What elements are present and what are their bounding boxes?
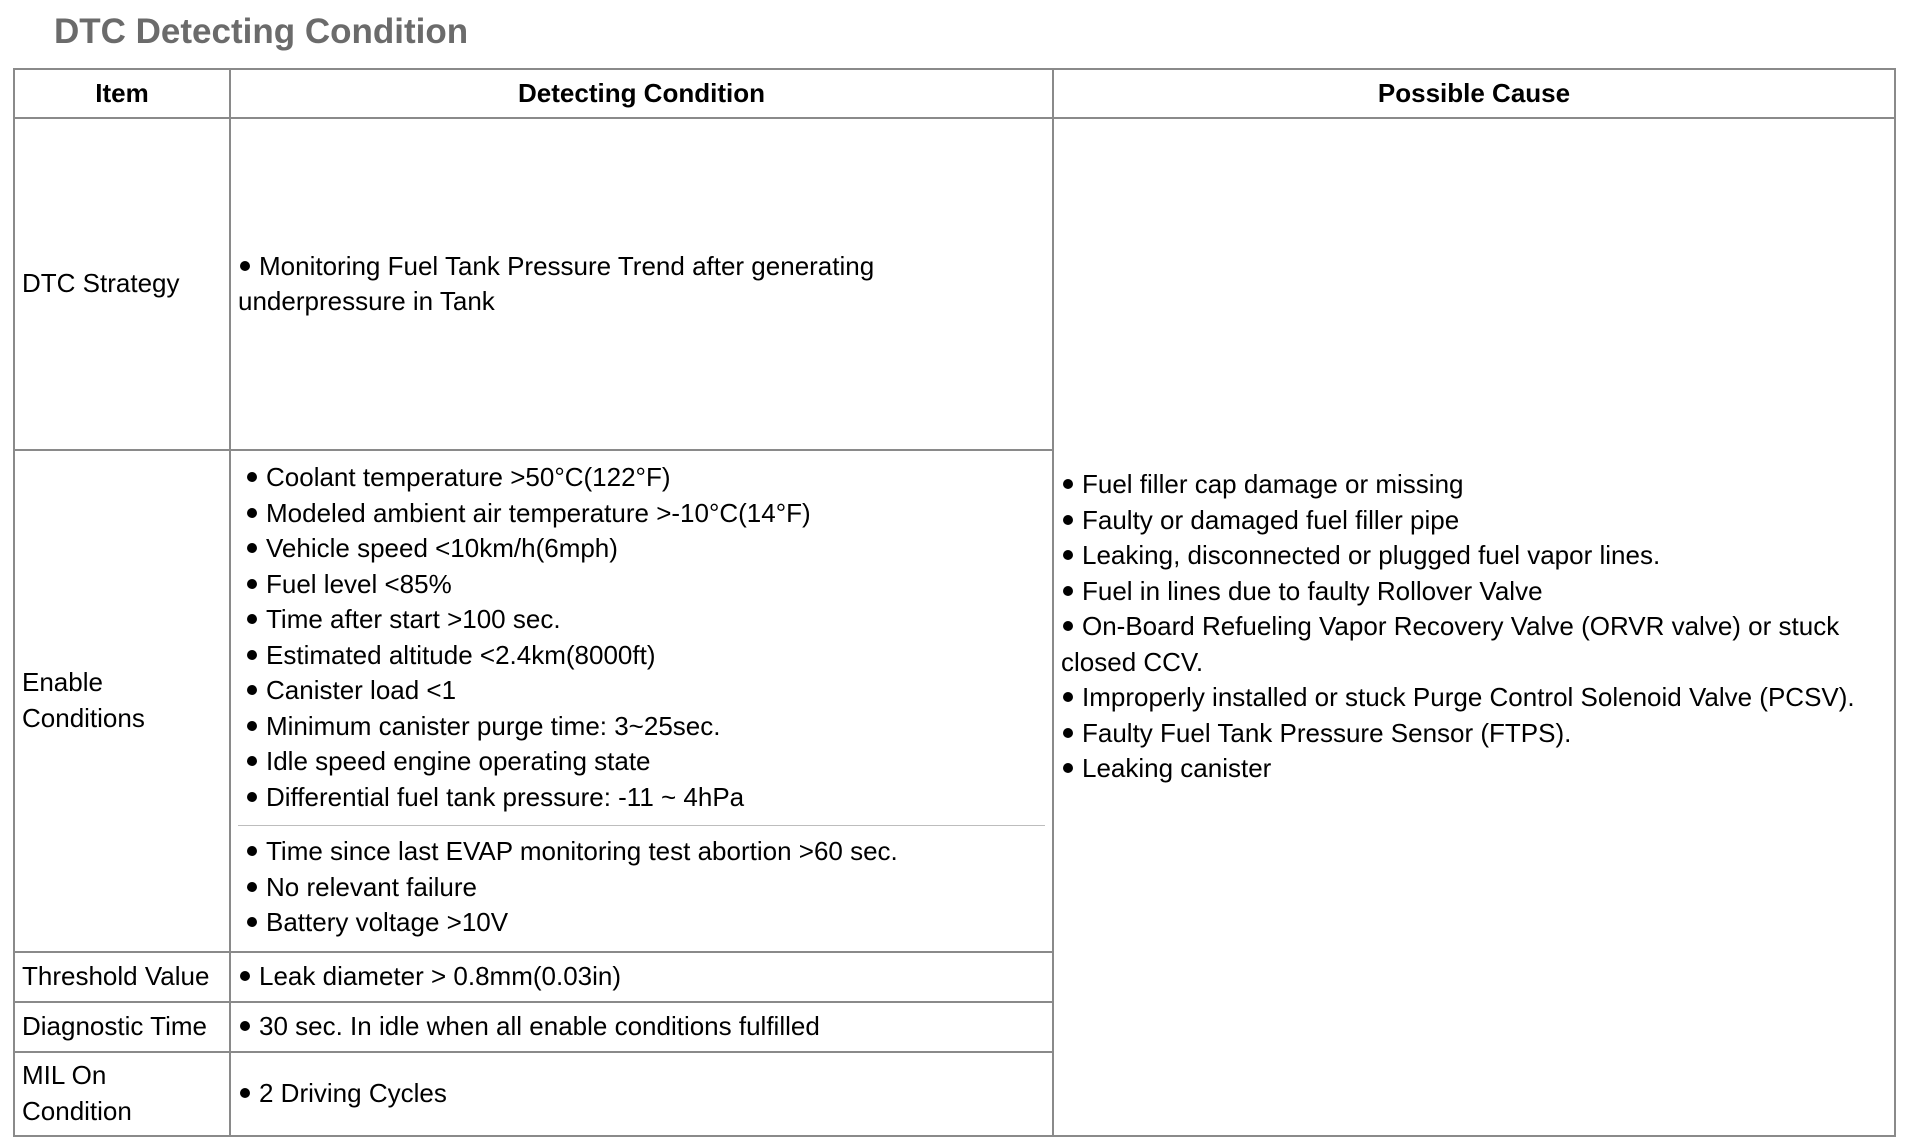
list-item (238, 1009, 1045, 1045)
condition-mil-on-condition (230, 1052, 1053, 1136)
bullet-icon (240, 971, 250, 981)
list-item (1061, 751, 1887, 787)
bullet-icon (1063, 515, 1073, 525)
condition-diagnostic-time (230, 1002, 1053, 1052)
list-item (1061, 467, 1887, 503)
list-item (1061, 503, 1887, 539)
bullet-icon (1063, 692, 1073, 702)
list-item (245, 567, 1038, 603)
bullet-icon (1063, 586, 1073, 596)
list-item-text: Leaking, disconnected or plugged fuel vapor lines. (1082, 540, 1661, 570)
list-item (245, 460, 1038, 496)
list-item (1061, 574, 1887, 610)
list-item-text: On-Board Refueling Vapor Recovery Valve (ORVR valve) or stuck closed CCV. (1061, 611, 1840, 677)
bullet-list (245, 460, 1038, 815)
bullet-icon (247, 721, 257, 731)
list-item-text: 2 Driving Cycles (259, 1077, 447, 1108)
bullet-icon (247, 472, 257, 482)
item-dtc-strategy: DTC Strategy (14, 118, 230, 450)
bullet-list (238, 1009, 1045, 1045)
item-threshold-value: Threshold Value (14, 952, 230, 1002)
bullet-icon (247, 614, 257, 624)
list-item (238, 959, 1045, 995)
list-item-text: Fuel filler cap damage or missing (1082, 469, 1464, 499)
item-mil-on-condition: MIL On Condition (14, 1052, 230, 1136)
item-diagnostic-time: Diagnostic Time (14, 1002, 230, 1052)
page-title: DTC Detecting Condition (54, 12, 469, 51)
bullet-icon (247, 846, 257, 856)
list-item (1061, 716, 1887, 752)
list-item-text: Time since last EVAP monitoring test abortion >60 sec. (266, 836, 898, 866)
list-item (245, 780, 1038, 816)
table-header-row (14, 69, 1895, 118)
list-item-text: Idle speed engine operating state (266, 746, 651, 776)
list-item-text: Leak diameter > 0.8mm(0.03in) (259, 960, 622, 991)
bullet-list (238, 959, 1045, 995)
bullet-icon (1063, 621, 1073, 631)
list-item-text: Improperly installed or stuck Purge Control Solenoid Valve (PCSV). (1082, 682, 1855, 712)
bullet-icon (240, 1021, 250, 1031)
bullet-icon (247, 579, 257, 589)
list-item-text: 30 sec. In idle when all enable conditions fulfilled (259, 1010, 820, 1041)
condition-dtc-strategy (230, 118, 1053, 450)
condition-threshold-value (230, 952, 1053, 1002)
list-item (1061, 609, 1887, 680)
list-item-text: Fuel level <85% (266, 568, 452, 599)
possible-cause-list (1061, 467, 1887, 787)
list-item (245, 709, 1038, 745)
condition-enable-conditions (230, 450, 1053, 952)
bullet-list (238, 249, 1045, 320)
list-item-text: Time after start >100 sec. (266, 604, 561, 634)
list-item-text: Coolant temperature >50°C(122°F) (266, 462, 671, 492)
list-item (245, 834, 1038, 870)
list-item (238, 1076, 1045, 1112)
bullet-icon (1063, 479, 1073, 489)
bullet-icon (247, 756, 257, 766)
bullet-icon (240, 261, 250, 271)
header-item: Item (14, 69, 230, 118)
list-item (245, 744, 1038, 780)
bullet-icon (1063, 550, 1073, 560)
list-item-text: Modeled ambient air temperature >-10°C(14°F) (266, 497, 811, 528)
list-item (245, 870, 1038, 906)
possible-cause-cell (1053, 118, 1895, 1136)
bullet-icon (247, 685, 257, 695)
list-item (245, 905, 1038, 941)
item-enable-conditions: Enable Conditions (14, 450, 230, 952)
list-item-text: Minimum canister purge time: 3~25sec. (266, 710, 721, 741)
list-item-text: Battery voltage >10V (266, 907, 509, 937)
list-item-text: No relevant failure (266, 871, 477, 902)
bullet-icon (247, 882, 257, 892)
dtc-table (13, 68, 1896, 1137)
list-item-text: Faulty or damaged fuel filler pipe (1082, 504, 1460, 535)
list-item-text: Estimated altitude <2.4km(8000ft) (266, 639, 656, 670)
list-item-text: Canister load <1 (266, 675, 457, 705)
bullet-icon (247, 650, 257, 660)
bullet-icon (240, 1088, 250, 1098)
list-item (1061, 680, 1887, 716)
list-item-text: Monitoring Fuel Tank Pressure Trend after generating underpressure in Tank (238, 250, 875, 316)
list-item (245, 496, 1038, 532)
bullet-icon (247, 543, 257, 553)
list-item (245, 602, 1038, 638)
bullet-list (245, 834, 1038, 941)
list-item (238, 249, 1045, 320)
bullet-icon (247, 792, 257, 802)
header-possible-cause: Possible Cause (1053, 69, 1895, 118)
bullet-icon (247, 508, 257, 518)
bullet-icon (247, 917, 257, 927)
list-item (245, 673, 1038, 709)
list-item-text: Fuel in lines due to faulty Rollover Valve (1082, 575, 1543, 606)
bullet-list (238, 1076, 1045, 1112)
list-item (245, 531, 1038, 567)
bullet-icon (1063, 728, 1073, 738)
list-item-text: Faulty Fuel Tank Pressure Sensor (FTPS). (1082, 717, 1572, 748)
list-item-text: Vehicle speed <10km/h(6mph) (266, 533, 618, 563)
list-item-text: Leaking canister (1082, 753, 1272, 783)
enable-conditions-part-2 (238, 825, 1045, 951)
table-row (14, 118, 1895, 450)
list-item-text: Differential fuel tank pressure: -11 ~ 4hPa (266, 781, 745, 812)
list-item (1061, 538, 1887, 574)
header-detecting-condition: Detecting Condition (230, 69, 1053, 118)
bullet-icon (1063, 763, 1073, 773)
enable-conditions-part-1 (238, 451, 1045, 825)
list-item (245, 638, 1038, 674)
